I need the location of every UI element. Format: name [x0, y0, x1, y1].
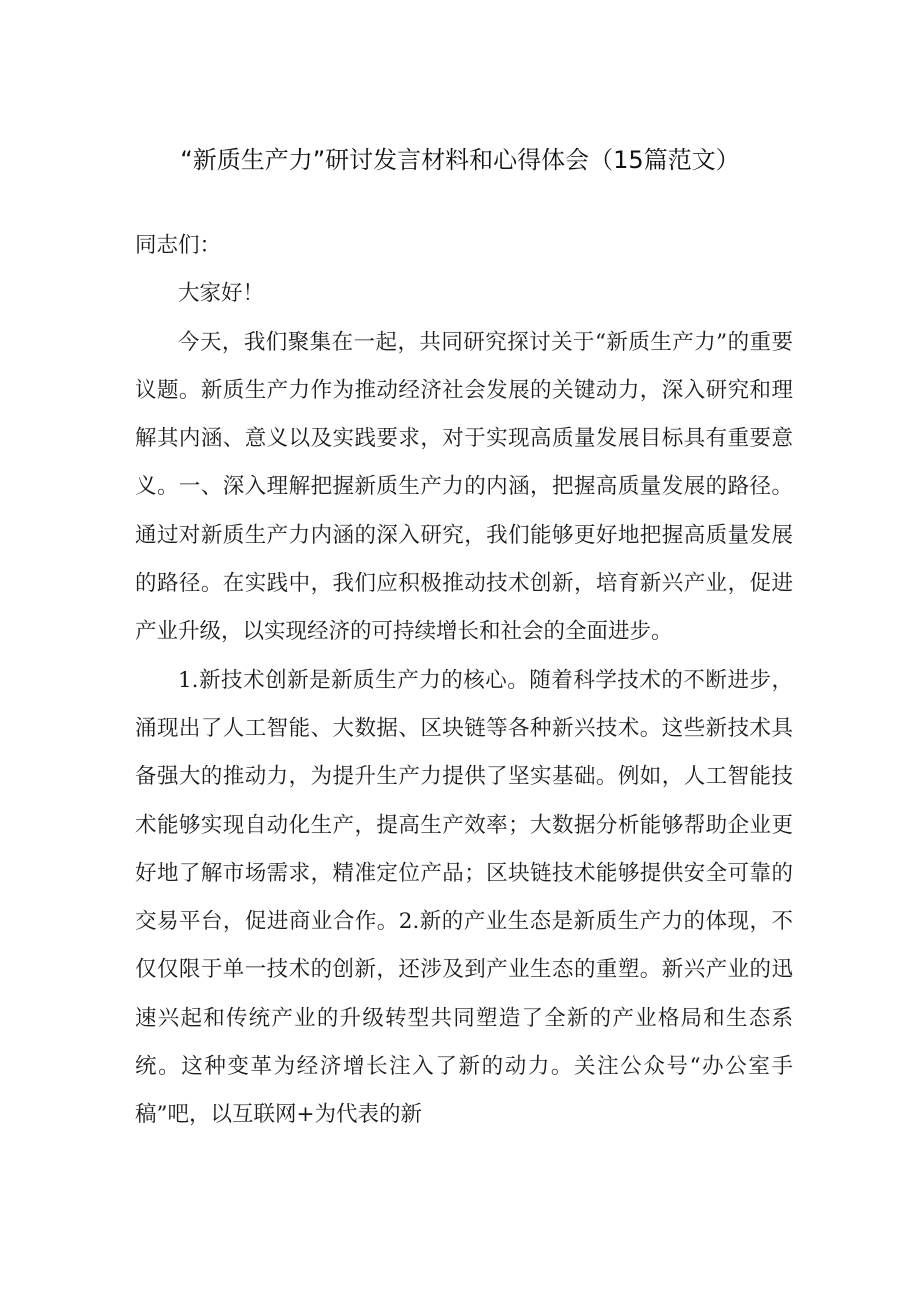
document-body: [135, 222, 793, 1140]
paragraph-technology-innovation: 1.新技术创新是新质生产力的核心。随着科学技术的不断进步，涌现出了人工智能、大数据、区块链等各种新兴技术。这些新技术具备强大的推动力，为提升生产力提供了坚实基础。例如，人工智能技术能够实现自动化生产，提高生产效率；大数据分析能够帮助企业更好地了解市场需求，精准定位产品；区块链技术能够提供安全可靠的交易平台，促进商业合作。2.新的产业生态是新质生产力的体现，不仅仅限于单一技术的创新，还涉及到产业生态的重塑。新兴产业的迅速兴起和传统产业的升级转型共同塑造了全新的产业格局和生态系统。这种变革为经济增长注入了新的动力。关注公众号“办公室手稿”吧，以互联网+为代表的新: [135, 667, 793, 1128]
salutation: 同志们：: [135, 233, 222, 258]
document-title: “新质生产力”研讨发言材料和心得体会（15篇范文）: [180, 146, 740, 174]
greeting: 大家好！: [178, 281, 265, 307]
paragraph-intro: 今天，我们聚集在一起，共同研究探讨关于“新质生产力”的重要议题。新质生产力作为推动经济社会发展的关键动力，深入研究和理解其内涵、意义以及实践要求，对于实现高质量发展目标具有重要意义。一、深入理解把握新质生产力的内涵，把握高质量发展的路径。通过对新质生产力内涵的深入研究，我们能够更好地把握高质量发展的路径。在实践中，我们应积极推动技术创新，培育新兴产业，促进产业升级，以实现经济的可持续增长和社会的全面进步。: [135, 329, 793, 645]
